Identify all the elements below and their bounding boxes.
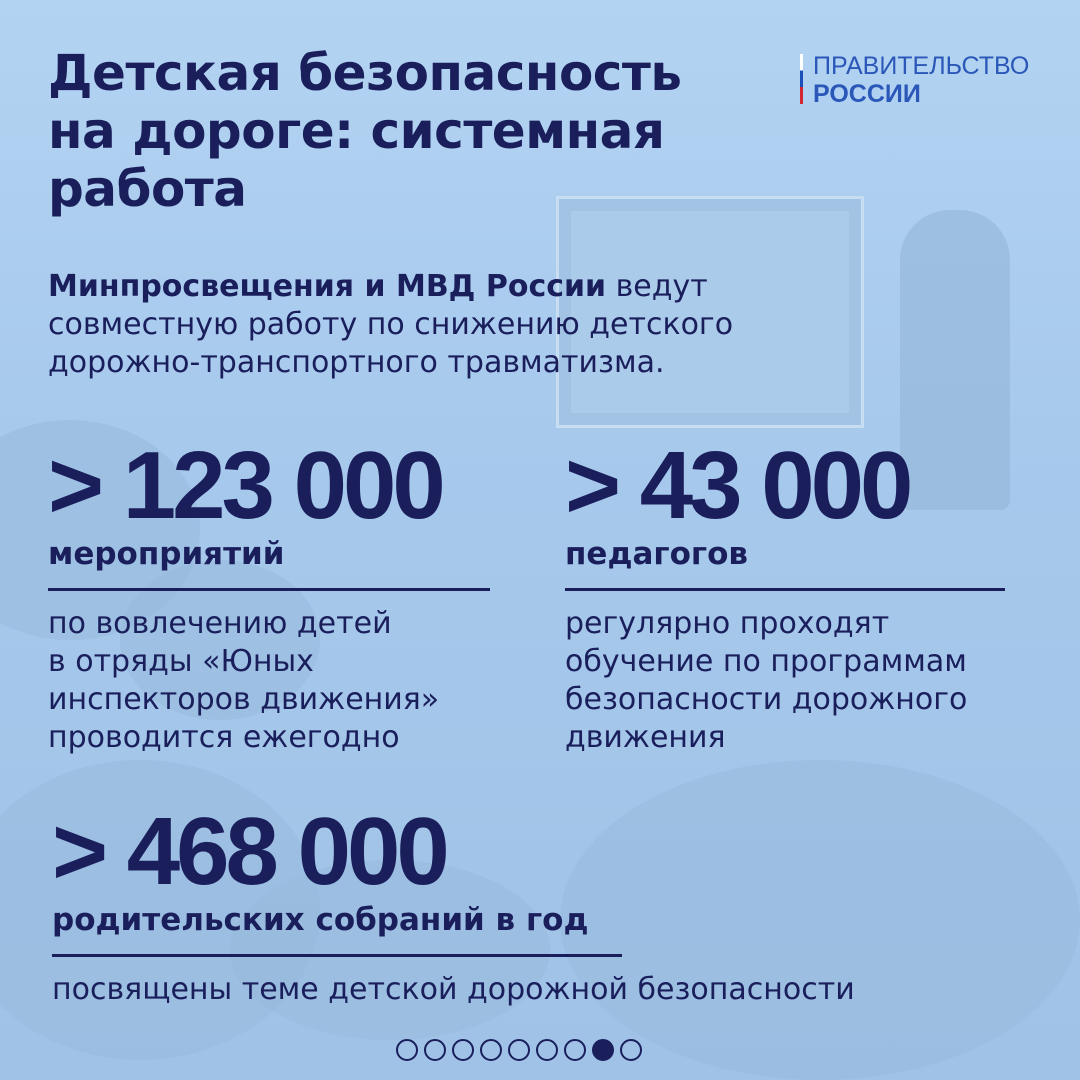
desc-line: регулярно проходят: [565, 606, 890, 641]
desc-line: движения: [565, 720, 726, 755]
flag-stripe-icon: [800, 54, 803, 104]
divider: [565, 588, 1005, 591]
stat-number: > 468 000: [52, 798, 446, 905]
stat-label: мероприятий: [48, 536, 285, 572]
stat-label: педагогов: [565, 536, 749, 572]
stat-number: > 43 000: [565, 432, 910, 539]
stat-teachers: [565, 432, 1005, 757]
desc-line: проводится ежегодно: [48, 720, 400, 755]
intro-line: ведут: [606, 269, 708, 304]
stat-description: [52, 971, 855, 1009]
pagination-dots: [396, 1039, 642, 1061]
page-dot[interactable]: [564, 1039, 586, 1061]
stat-number: > 123 000: [48, 432, 442, 539]
page-dot[interactable]: [480, 1039, 502, 1061]
page-dot[interactable]: [592, 1039, 614, 1061]
stat-meetings: [52, 798, 855, 1009]
desc-line: инспекторов движения»: [48, 682, 440, 717]
desc-line: безопасности дорожного: [565, 682, 968, 717]
page-dot[interactable]: [620, 1039, 642, 1061]
page-dot[interactable]: [452, 1039, 474, 1061]
intro-bold: Минпросвещения и МВД России: [48, 269, 607, 304]
intro-line: совместную работу по снижению детского: [48, 307, 734, 342]
stat-events: [48, 432, 490, 757]
divider: [48, 588, 490, 591]
page-title: [48, 44, 748, 218]
stat-description: [565, 605, 1005, 757]
desc-line: по вовлечению детей: [48, 606, 392, 641]
desc-line: в отряды «Юных: [48, 644, 314, 679]
stat-description: [48, 605, 490, 757]
title-line: работа: [48, 160, 247, 218]
logo-text-bottom: РОССИИ: [813, 80, 921, 108]
divider: [52, 954, 622, 957]
page-dot[interactable]: [508, 1039, 530, 1061]
intro-text: [48, 268, 848, 382]
logo-text-top: ПРАВИТЕЛЬСТВО: [813, 52, 1030, 80]
stat-label: родительских собраний в год: [52, 902, 589, 938]
title-line: Детская безопасность: [48, 44, 682, 102]
page-dot[interactable]: [536, 1039, 558, 1061]
page-dot[interactable]: [396, 1039, 418, 1061]
desc-line: обучение по программам: [565, 644, 967, 679]
title-line: на дороге: системная: [48, 102, 665, 160]
desc-line: посвящены теме детской дорожной безопасности: [52, 972, 855, 1007]
intro-line: дорожно-транспортного травматизма.: [48, 345, 665, 380]
page-dot[interactable]: [424, 1039, 446, 1061]
